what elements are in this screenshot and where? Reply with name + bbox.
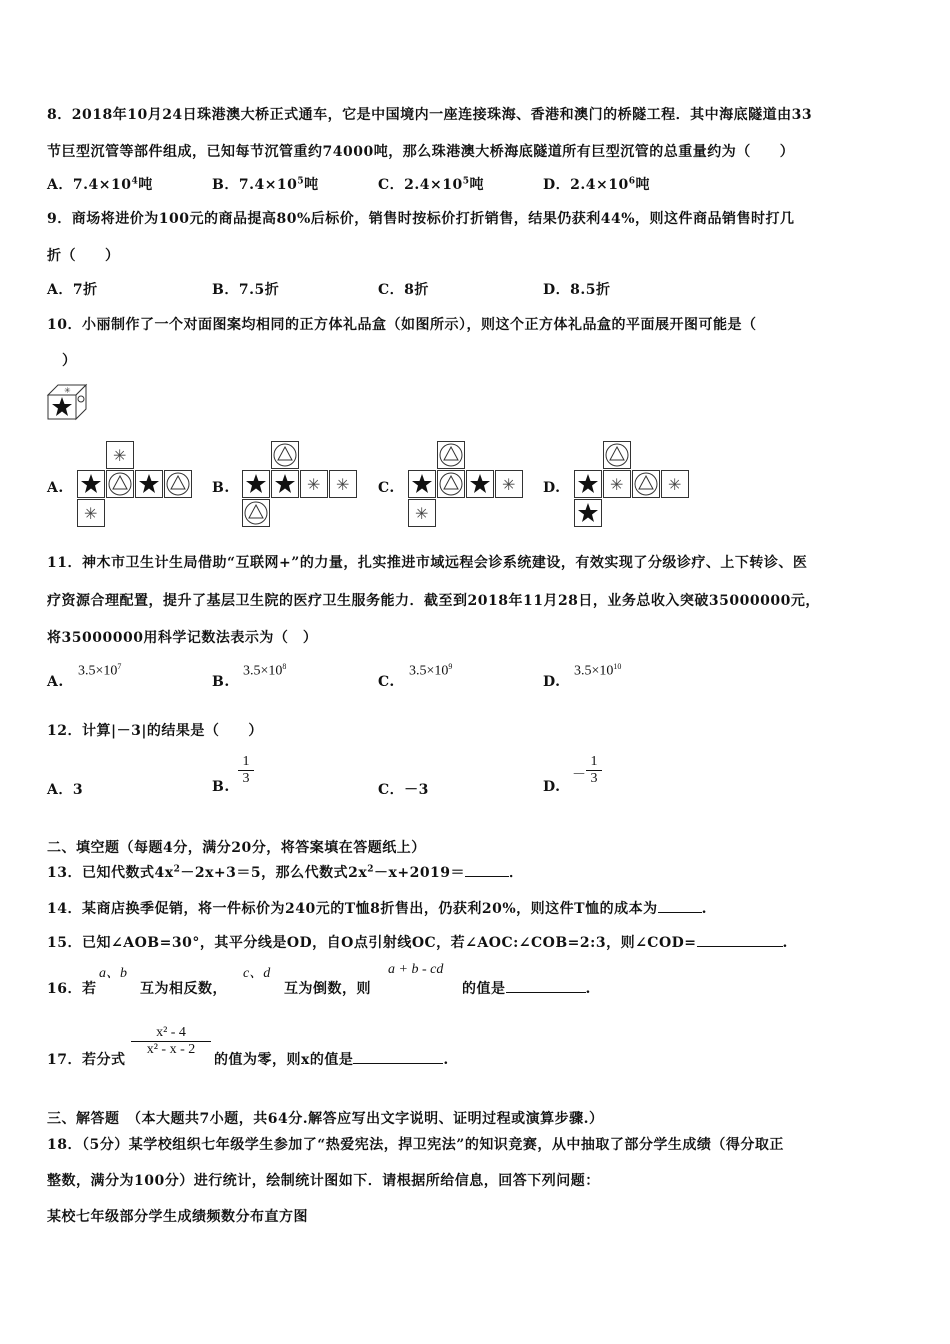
q15-answer-blank[interactable] bbox=[697, 934, 783, 947]
q18-chart-title: 某校七年级部分学生成绩频数分布直方图 bbox=[47, 1209, 308, 1225]
q11-option-c-value: $3.5\times 10^9$ bbox=[409, 662, 453, 679]
circle-triangle-icon bbox=[437, 470, 465, 498]
q9-option-d: D．8.5折 bbox=[543, 282, 611, 298]
q12-option-b-label: B. bbox=[212, 779, 230, 795]
circle-triangle-icon bbox=[603, 441, 631, 469]
snowflake-icon bbox=[495, 470, 523, 498]
q17-prefix: 17．若分式 bbox=[47, 1052, 126, 1068]
q8-line2: 节巨型沉管等部件组成，已知每节沉管重约74000吨，那么珠港澳大桥海底隧道所有巨型沉管的总重量约为（ ） bbox=[47, 144, 795, 160]
q16-answer-blank[interactable] bbox=[506, 980, 586, 993]
section-3-heading: 三、解答题 （本大题共7小题，共64分.解答应写出文字说明、证明过程或演算步骤.） bbox=[47, 1111, 604, 1127]
svg-text:✳: ✳ bbox=[502, 475, 516, 494]
svg-text:✳: ✳ bbox=[307, 475, 321, 494]
q10-line2: ） bbox=[62, 353, 77, 369]
svg-text:✳: ✳ bbox=[336, 475, 350, 494]
snowflake-icon bbox=[106, 441, 134, 469]
snowflake-icon bbox=[661, 470, 689, 498]
q16-expression: a + b - cd bbox=[388, 962, 444, 977]
q15: 15．已知∠AOB=30°，其平分线是OD，自O点引射线OC，若∠AOC:∠COB=2:3，则∠COD= . bbox=[47, 935, 788, 951]
q11-label-a: A. bbox=[47, 674, 64, 690]
q12-stem: 12．计算|－3|的结果是（ ） bbox=[47, 723, 263, 739]
q10-label-d: D. bbox=[543, 480, 561, 496]
q17-answer-blank[interactable] bbox=[353, 1051, 443, 1064]
q11-option-b-value: $3.5\times 10^8$ bbox=[243, 662, 287, 679]
q16-text-c: 互为倒数，则 bbox=[284, 981, 371, 997]
snowflake-icon bbox=[77, 499, 105, 527]
q11-line2: 疗资源合理配置，提升了基层卫生院的医疗卫生服务能力．截至到2018年11月28日，业务总收入突破35000000元， bbox=[47, 593, 820, 609]
circle-triangle-icon bbox=[271, 441, 299, 469]
snowflake-icon bbox=[329, 470, 357, 498]
q12-option-c: C．－3 bbox=[378, 782, 429, 798]
q8-option-d: D．$2.4\times 10^6$吨 bbox=[543, 176, 650, 193]
q11-label-b: B. bbox=[212, 674, 230, 690]
circle-triangle-icon bbox=[242, 499, 270, 527]
net-b bbox=[242, 441, 360, 529]
q9-line2: 折（ ） bbox=[47, 248, 120, 264]
star-icon bbox=[574, 499, 602, 527]
q11-label-d: D. bbox=[543, 674, 561, 690]
svg-text:✳: ✳ bbox=[84, 504, 98, 523]
q13-answer-blank[interactable] bbox=[465, 864, 509, 877]
net-d bbox=[574, 441, 692, 529]
circle-triangle-icon bbox=[106, 470, 134, 498]
q12-option-d-fraction: $\frac{1}{3}$ bbox=[586, 754, 602, 787]
q12-option-d-label: D. bbox=[543, 779, 561, 795]
q10-line1: 10．小丽制作了一个对面图案均相同的正方体礼品盒（如图所示），则这个正方体礼品盒的平面展开图可能是（ bbox=[47, 317, 757, 333]
q8-option-c: C．$2.4\times 10^5$吨 bbox=[378, 176, 484, 193]
q17-fraction: $\frac{\text{x² - 4}}{\text{x² - x - 2}}$ bbox=[131, 1025, 211, 1058]
q12-option-b-fraction: $\frac{1}{3}$ bbox=[238, 754, 254, 787]
q14: 14．某商店换季促销，将一件标价为240元的T恤8折售出，仍获利20%，则这件T恤的成本为 . bbox=[47, 901, 707, 917]
star-icon bbox=[574, 470, 602, 498]
net-a bbox=[77, 441, 195, 529]
star-icon bbox=[242, 470, 270, 498]
q17-tail: 的值为零，则x的值是 . bbox=[214, 1052, 449, 1068]
q8-option-a: A．$7.4\times 10^4$吨 bbox=[47, 176, 153, 193]
q12-option-a: A．3 bbox=[47, 782, 84, 798]
q11-option-a-value: $3.5\times 10^7$ bbox=[78, 662, 122, 679]
q8-line1: 8．2018年10月24日珠港澳大桥正式通车，它是中国境内一座连接珠海、香港和澳门的桥隧工程．其中海底隧道由33 bbox=[47, 107, 813, 123]
q16-tail: 的值是 . bbox=[462, 981, 591, 997]
q13: 13．已知代数式$4x^2-2x+3=5$，那么代数式$2x^2-x+2019=$ ． bbox=[47, 864, 524, 881]
q10-label-b: B. bbox=[212, 480, 230, 496]
net-c bbox=[408, 441, 526, 529]
svg-text:✳: ✳ bbox=[610, 475, 624, 494]
q11-line3: 将35000000用科学记数法表示为（ ） bbox=[47, 630, 318, 646]
q14-answer-blank[interactable] bbox=[658, 900, 702, 913]
q9-option-b: B．7.5折 bbox=[212, 282, 280, 298]
star-icon bbox=[408, 470, 436, 498]
q10-label-c: C. bbox=[378, 480, 395, 496]
gift-box-cube-figure bbox=[46, 381, 92, 421]
q11-line1: 11．神木市卫生计生局借助“互联网+”的力量，扎实推进市域远程会诊系统建设，有效实现了分级诊疗、上下转诊、医 bbox=[47, 555, 808, 571]
section-2-heading: 二、填空题（每题4分，满分20分，将答案填在答题纸上） bbox=[47, 840, 426, 856]
q10-label-a: A. bbox=[47, 480, 64, 496]
q8-option-b: B．$7.4\times 10^5$吨 bbox=[212, 176, 319, 193]
q16-cd: c、d bbox=[243, 966, 271, 981]
snowflake-icon bbox=[603, 470, 631, 498]
snowflake-icon bbox=[300, 470, 328, 498]
q9-option-c: C．8折 bbox=[378, 282, 429, 298]
q9-option-a: A．7折 bbox=[47, 282, 98, 298]
q11-label-c: C. bbox=[378, 674, 395, 690]
q18-line1: 18．（5分）某学校组织七年级学生参加了“热爱宪法，捍卫宪法”的知识竞赛，从中抽取了部分学生成绩（得分取正 bbox=[47, 1137, 784, 1153]
q16-prefix: 16．若 bbox=[47, 981, 97, 997]
circle-triangle-icon bbox=[164, 470, 192, 498]
svg-text:✳: ✳ bbox=[415, 504, 429, 523]
svg-text:✳: ✳ bbox=[64, 386, 71, 395]
star-icon bbox=[466, 470, 494, 498]
q16-ab: a、b bbox=[99, 966, 127, 981]
svg-text:✳: ✳ bbox=[668, 475, 682, 494]
circle-triangle-icon bbox=[437, 441, 465, 469]
q16-text-b: 互为相反数， bbox=[140, 981, 227, 997]
q11-option-d-value: $3.5\times 10^{10}$ bbox=[574, 662, 622, 679]
circle-triangle-icon bbox=[632, 470, 660, 498]
star-icon bbox=[271, 470, 299, 498]
svg-text:✳: ✳ bbox=[113, 446, 127, 465]
star-icon bbox=[77, 470, 105, 498]
q12-option-d-sign: － bbox=[572, 768, 586, 783]
star-icon bbox=[135, 470, 163, 498]
q18-line2: 整数，满分为100分）进行统计，绘制统计图如下．请根据所给信息，回答下列问题： bbox=[47, 1173, 600, 1189]
q9-line1: 9．商场将进价为100元的商品提高80%后标价，销售时按标价打折销售，结果仍获利44%，则这件商品销售时打几 bbox=[47, 211, 795, 227]
snowflake-icon bbox=[408, 499, 436, 527]
